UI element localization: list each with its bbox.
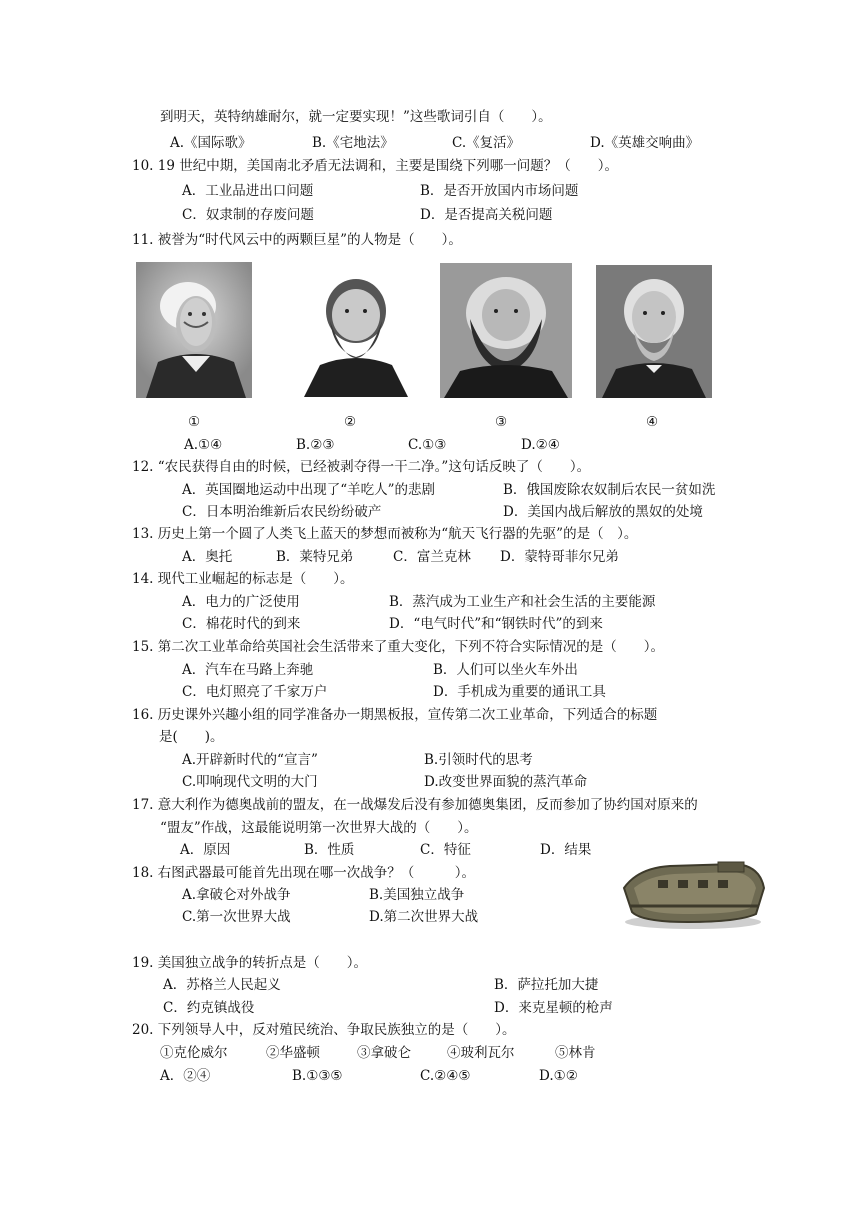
tank-image bbox=[618, 858, 768, 930]
q13-option-a: A．奥托 bbox=[182, 549, 233, 565]
portrait-label-4: ④ bbox=[646, 414, 659, 430]
q20-option-a: A．②④ bbox=[160, 1068, 211, 1084]
q14-stem: 14. 现代工业崛起的标志是（ ）。 bbox=[132, 571, 354, 587]
q20-item-4: ④玻利瓦尔 bbox=[447, 1045, 515, 1061]
q12-option-b: B．俄国废除农奴制后农民一贫如洗 bbox=[503, 482, 716, 498]
q12-option-a: A．英国圈地运动中出现了“羊吃人”的悲剧 bbox=[182, 482, 436, 498]
q20-item-3: ③拿破仑 bbox=[357, 1045, 411, 1061]
q15-stem: 15. 第二次工业革命给英国社会生活带来了重大变化，下列不符合实际情况的是（ ）。 bbox=[132, 639, 665, 655]
q10-option-d: D．是否提高关税问题 bbox=[420, 207, 553, 223]
q15-option-c: C．电灯照亮了千家万户 bbox=[182, 684, 328, 700]
portrait-image-4 bbox=[596, 265, 712, 398]
q16-option-d: D.改变世界面貌的蒸汽革命 bbox=[424, 774, 588, 790]
q17-option-b: B．性质 bbox=[304, 842, 355, 858]
q20-option-b: B.①③⑤ bbox=[292, 1068, 343, 1084]
q20-item-2: ②华盛顿 bbox=[266, 1045, 320, 1061]
portrait-label-1: ① bbox=[188, 414, 201, 430]
q14-option-b: B．蒸汽成为工业生产和社会生活的主要能源 bbox=[389, 594, 656, 610]
q15-option-a: A．汽车在马路上奔驰 bbox=[182, 662, 314, 678]
q9-option-b: B.《宅地法》 bbox=[312, 135, 394, 151]
q14-option-a: A．电力的广泛使用 bbox=[182, 594, 300, 610]
q14-option-c: C．棉花时代的到来 bbox=[182, 616, 301, 632]
q18-option-a: A.拿破仑对外战争 bbox=[182, 887, 291, 903]
q12-stem: 12. “农民获得自由的时候，已经被剥夺得一干二净。”这句话反映了（ ）。 bbox=[132, 459, 591, 475]
q17-option-c: C．特征 bbox=[420, 842, 471, 858]
portrait-image-2 bbox=[296, 265, 416, 397]
q11-option-c: C.①③ bbox=[408, 437, 447, 453]
q19-option-d: D．来克星顿的枪声 bbox=[494, 1000, 613, 1016]
q11-stem: 11. 被誉为“时代风云中的两颗巨星”的人物是（ ）。 bbox=[132, 232, 462, 248]
q20-stem: 20. 下列领导人中，反对殖民统治、争取民族独立的是（ ）。 bbox=[132, 1022, 516, 1038]
portrait-label-2: ② bbox=[344, 414, 357, 430]
q19-option-b: B．萨拉托加大捷 bbox=[494, 977, 599, 993]
q13-option-d: D．蒙特哥菲尔兄弟 bbox=[500, 549, 619, 565]
q17-option-a: A．原因 bbox=[180, 842, 231, 858]
q18-stem: 18. 右图武器最可能首先出现在哪一次战争？（ ）。 bbox=[132, 865, 476, 881]
q11-option-d: D.②④ bbox=[521, 437, 560, 453]
q12-option-c: C．日本明治维新后农民纷纷破产 bbox=[182, 504, 382, 520]
q18-option-d: D.第二次世界大战 bbox=[369, 909, 479, 925]
q9-option-c: C.《复活》 bbox=[452, 135, 521, 151]
q16-stem-continuation: 是( )。 bbox=[159, 729, 224, 745]
q14-option-d: D．“电气时代”和“钢铁时代”的到来 bbox=[389, 616, 603, 632]
q17-option-d: D．结果 bbox=[540, 842, 592, 858]
q10-option-a: A．工业品进出口问题 bbox=[182, 183, 314, 199]
q9-option-a: A.《国际歌》 bbox=[170, 135, 252, 151]
q17-stem: 17. 意大利作为德奥战前的盟友，在一战爆发后没有参加德奥集团，反而参加了协约国对原来的 bbox=[132, 797, 698, 813]
portrait-label-3: ③ bbox=[495, 414, 508, 430]
q18-option-c: C.第一次世界大战 bbox=[182, 909, 291, 925]
q11-option-a: A.①④ bbox=[184, 437, 223, 453]
q12-option-d: D．美国内战后解放的黑奴的处境 bbox=[503, 504, 703, 520]
q15-option-b: B．人们可以坐火车外出 bbox=[433, 662, 578, 678]
q13-option-c: C．富兰克林 bbox=[393, 549, 471, 565]
q16-stem: 16. 历史课外兴趣小组的同学准备办一期黑板报，宣传第二次工业革命，下列适合的标题 bbox=[132, 707, 658, 723]
q10-stem: 10. 19 世纪中期，美国南北矛盾无法调和，主要是围绕下列哪一问题？（ ）。 bbox=[132, 158, 618, 174]
q16-option-c: C.叩响现代文明的大门 bbox=[182, 774, 318, 790]
q9-option-d: D.《英雄交响曲》 bbox=[590, 135, 700, 151]
q16-option-a: A.开辟新时代的“宣言” bbox=[182, 752, 318, 768]
q17-stem-continuation: “盟友”作战，这最能说明第一次世界大战的（ ）。 bbox=[160, 820, 478, 836]
q13-option-b: B．莱特兄弟 bbox=[276, 549, 354, 565]
q15-option-d: D．手机成为重要的通讯工具 bbox=[433, 684, 606, 700]
portrait-image-1 bbox=[136, 262, 252, 398]
portrait-image-3 bbox=[440, 263, 572, 398]
q16-option-b: B.引领时代的思考 bbox=[424, 752, 533, 768]
q20-item-5: ⑤林肯 bbox=[555, 1045, 596, 1061]
q10-option-c: C．奴隶制的存废问题 bbox=[182, 207, 314, 223]
q19-option-c: C．约克镇战役 bbox=[163, 1000, 255, 1016]
q19-stem: 19. 美国独立战争的转折点是（ ）。 bbox=[132, 955, 368, 971]
q20-option-d: D.①② bbox=[539, 1068, 578, 1084]
q10-option-b: B．是否开放国内市场问题 bbox=[420, 183, 579, 199]
q18-option-b: B.美国独立战争 bbox=[369, 887, 465, 903]
q19-option-a: A．苏格兰人民起义 bbox=[163, 977, 281, 993]
q9-stem-continuation: 到明天，英特纳雄耐尔，就一定要实现！”这些歌词引自（ ）。 bbox=[160, 109, 552, 125]
q20-item-1: ①克伦威尔 bbox=[160, 1045, 228, 1061]
q13-stem: 13. 历史上第一个圆了人类飞上蓝天的梦想而被称为“航天飞行器的先驱”的是（ ）。 bbox=[132, 526, 638, 542]
q11-option-b: B.②③ bbox=[296, 437, 335, 453]
q20-option-c: C.②④⑤ bbox=[420, 1068, 471, 1084]
